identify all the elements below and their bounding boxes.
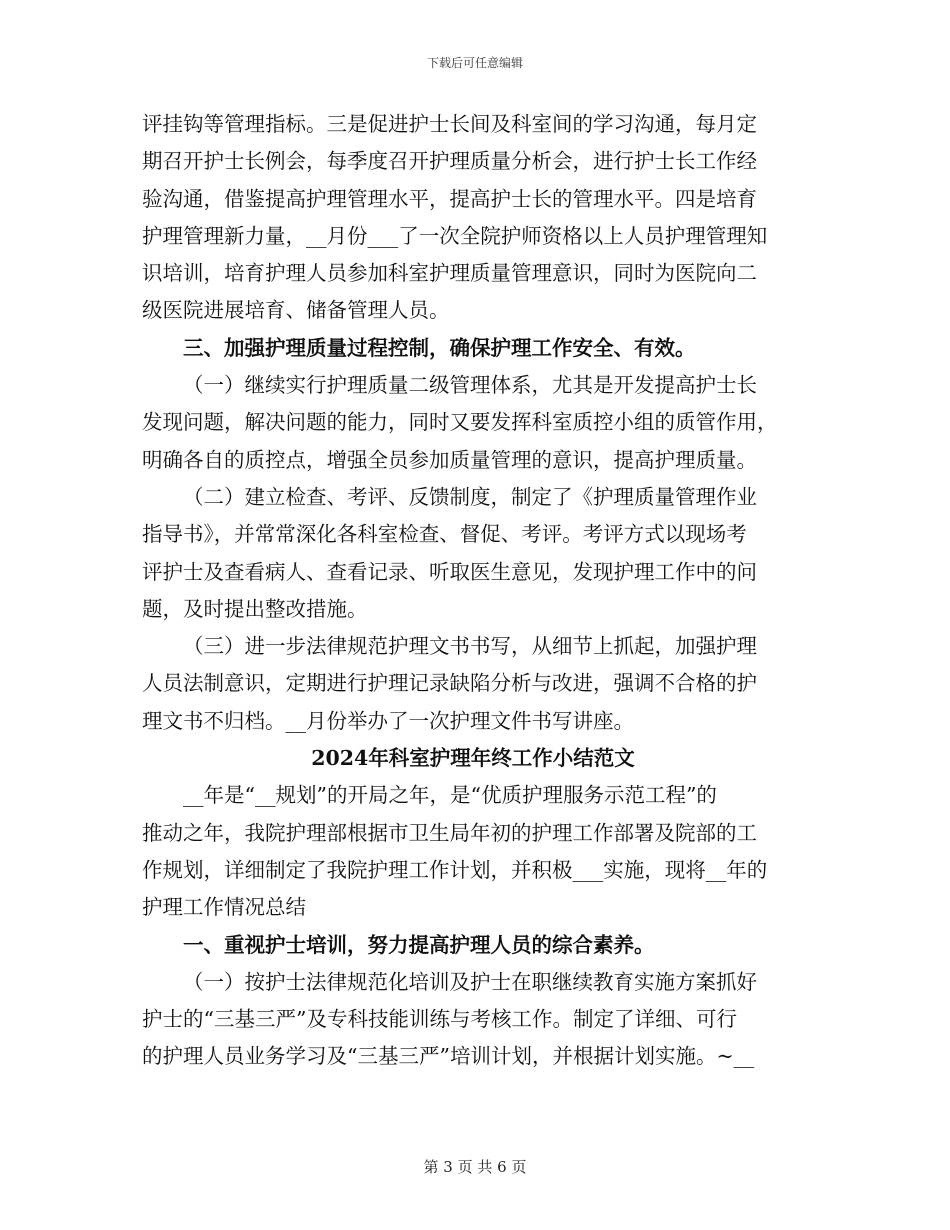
text-line: 级医院进展培育、储备管理人员。 bbox=[142, 298, 450, 323]
text-line: 人员法制意识，定期进行护理记录缺陷分析与改进，强调不合格的护 bbox=[142, 671, 757, 696]
text-line: 发现问题，解决问题的能力，同时又要发挥科室质控小组的质管作用， bbox=[142, 410, 778, 435]
text-line: 期召开护士长例会，每季度召开护理质量分析会，进行护士长工作经 bbox=[142, 149, 757, 174]
text-line: 护士的“三基三严”及专科技能训练与考核工作。制定了详细、可行 bbox=[142, 1007, 737, 1032]
section-heading: 一、重视护士培训，努力提高护理人员的综合素养。 bbox=[183, 932, 655, 957]
text-line: 作规划，详细制定了我院护理工作计划，并积极___实施，现将__年的 bbox=[142, 857, 768, 882]
section-heading: 三、加强护理质量过程控制，确保护理工作安全、有效。 bbox=[183, 335, 696, 360]
page-header: 下载后可任意编辑 bbox=[426, 56, 523, 70]
text-line: 明确各自的质控点，增强全员参加质量管理的意识，提高护理质量。 bbox=[142, 447, 757, 472]
text-line: 推动之年，我院护理部根据市卫生局年初的护理工作部署及院部的工 bbox=[142, 820, 757, 845]
text-line: __年是“__规划”的开局之年，是“优质护理服务示范工程”的 bbox=[183, 783, 717, 808]
text-line: 验沟通，借鉴提高护理管理水平，提高护士长的管理水平。四是培育 bbox=[142, 186, 757, 211]
text-line: 的护理人员业务学习及“三基三严”培训计划，并根据计划实施。~__ bbox=[142, 1044, 755, 1069]
section-heading: 2024年科室护理年终工作小结范文 bbox=[311, 746, 635, 771]
text-line: 评护士及查看病人、查看记录、听取医生意见，发现护理工作中的问 bbox=[142, 559, 757, 584]
document-body bbox=[142, 106, 804, 1076]
text-line: 评挂钩等管理指标。三是促进护士长间及科室间的学习沟通，每月定 bbox=[142, 112, 757, 136]
page-number: 第 3 页 共 6 页 bbox=[423, 1158, 527, 1176]
text-line: 题，及时提出整改措施。 bbox=[142, 596, 368, 621]
text-line: （二）建立检查、考评、反馈制度，制定了《护理质量管理作业 bbox=[183, 484, 757, 509]
text-line: 识培训，培育护理人员参加科室护理质量管理意识，同时为医院向二 bbox=[142, 261, 757, 286]
text-line: 指导书》，并常常深化各科室检查、督促、考评。考评方式以现场考 bbox=[142, 522, 747, 547]
text-line: 护理工作情况总结 bbox=[142, 895, 306, 920]
text-line: （三）进一步法律规范护理文书书写，从细节上抓起，加强护理 bbox=[183, 634, 757, 659]
text-line: 理文书不归档。__月份举办了一次护理文件书写讲座。 bbox=[142, 708, 634, 733]
text-line: （一）继续实行护理质量二级管理体系，尤其是开发提高护士长 bbox=[183, 373, 757, 398]
text-line: （一）按护士法律规范化培训及护士在职继续教育实施方案抓好 bbox=[183, 969, 757, 994]
text-line: 护理管理新力量，__月份___了一次全院护师资格以上人员护理管理知 bbox=[142, 223, 768, 248]
